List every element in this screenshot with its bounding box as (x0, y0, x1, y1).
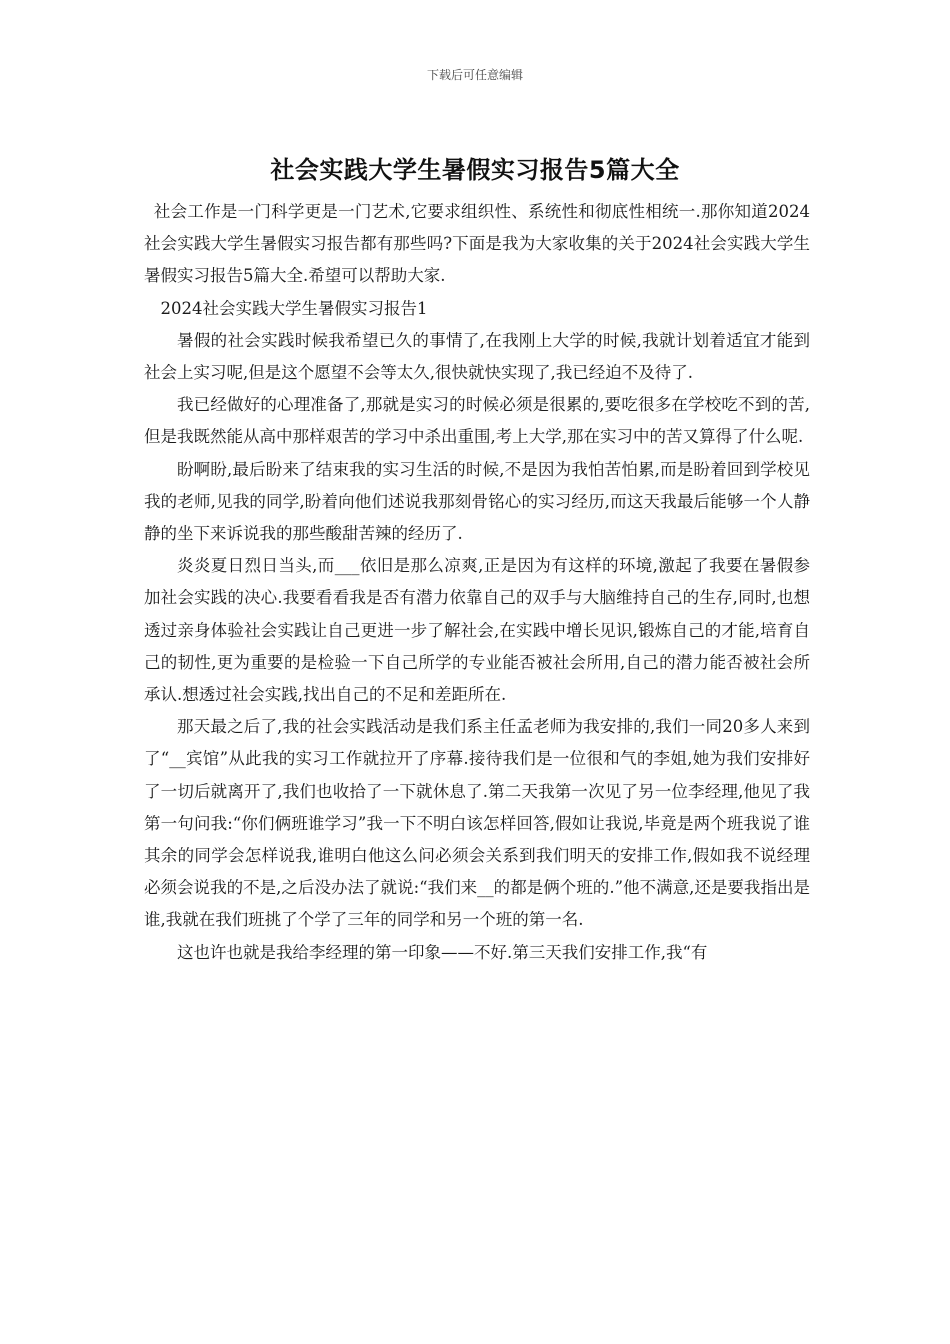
body-paragraph: 暑假的社会实践时候我希望已久的事情了,在我刚上大学的时候,我就计划着适宜才能到社会上实习呢,但是这个愿望不会等太久,很快就快实现了,我已经迫不及待了. (144, 330, 810, 383)
body-paragraph: 我已经做好的心理准备了,那就是实习的时候必须是很累的,要吃很多在学校吃不到的苦,但是我既然能从高中那样艰苦的学习中杀出重围,考上大学,那在实习中的苦又算得了什么呢. (144, 395, 810, 447)
body-paragraph: 这也许也就是我给李经理的第一印象——不好.第三天我们安排工作,我“有 (177, 942, 708, 962)
intro-paragraph: 社会工作是一门科学更是一门艺术,它要求组织性、系统性和彻底性相统一.那你知道2024社会实践大学生暑假实习报告都有那些吗?下面是我为大家收集的关于2024社会实践大学生暑假实习报告5篇大全.希望可以帮助大家. (144, 202, 810, 286)
section-heading: 2024社会实践大学生暑假实习报告1 (160, 298, 428, 318)
header-note: 下载后可任意编辑 (426, 68, 523, 82)
document-body (144, 196, 810, 969)
body-paragraph: 炎炎夏日烈日当头,而___依旧是那么凉爽,正是因为有这样的环境,激起了我要在暑假参加社会实践的决心.我要看看我是否有潜力依靠自己的双手与大脑维持自己的生存,同时,也想透过亲身体验社会实践让自己更进一步了解社会,在实践中增长见识,锻炼自己的才能,培育自己的韧性,更为重要的是检验一下自己所学的专业能否被社会所用,自己的潜力能否被社会所承认.想透过社会实践,找出自己的不足和差距所在. (144, 556, 810, 705)
document-title: 社会实践大学生暑假实习报告5篇大全 (270, 156, 680, 184)
body-paragraph: 那天最之后了,我的社会实践活动是我们系主任孟老师为我安排的,我们一同20多人来到了“__宾馆”从此我的实习工作就拉开了序幕.接待我们是一位很和气的李姐,她为我们安排好了一切后就离开了,我们也收拾了一下就休息了.第二天我第一次见了另一位李经理,他见了我第一句问我:“你们俩班谁学习”我一下不明白该怎样回答,假如让我说,毕竟是两个班我说了谁其余的同学会怎样说我,谁明白他这么问必须会关系到我们明天的安排工作,假如我不说经理必须会说我的不是,之后没办法了就说:“我们来__的都是俩个班的.”他不满意,还是要我指出是谁,我就在我们班挑了个学了三年的同学和另一个班的第一名. (144, 717, 810, 930)
body-paragraph: 盼啊盼,最后盼来了结束我的实习生活的时候,不是因为我怕苦怕累,而是盼着回到学校见我的老师,见我的同学,盼着向他们述说我那刻骨铭心的实习经历,而这天我最后能够一个人静静的坐下来诉说我的那些酸甜苦辣的经历了. (144, 459, 810, 544)
